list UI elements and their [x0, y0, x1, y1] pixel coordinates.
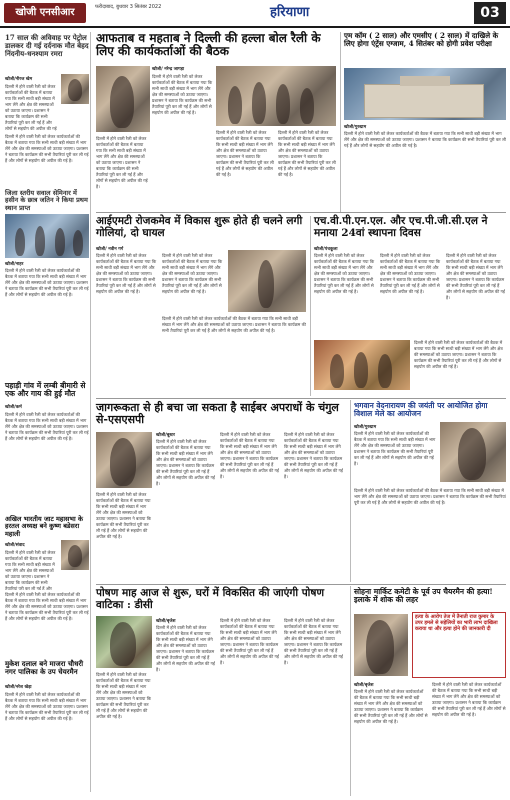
victim-photo: [354, 614, 408, 676]
story-body: दिल्ली में होने वाली रैली को लेकर कार्यकर्ताओं की बैठक में बताया गया कि सभी साथी बड़ी संख्या में भाग लेंगे और क्षेत्र की समस्याओं को उठाया जाएगा। प्रशासन ने बताया कि कार्यक्रम की सभी तैयारियां पूरी कर ली गई हैं और लोगों से सहयोग की अपील की गई है।: [414, 340, 503, 369]
foundation-day-photo: [314, 340, 410, 390]
story-byline: खोजी/कर्म: [5, 405, 22, 410]
story-body: दिल्ली में होने वाली रैली को लेकर कार्यकर्ताओं की बैठक में बताया गया कि सभी साथी बड़ी संख्या में भाग लेंगे और क्षेत्र की समस्याओं को उठाया जाएगा। प्रशासन ने बताया कि कार्यक्रम की सभी तैयारियां पूरी कर ली गई हैं और लोगों से सहयोग की अपील की गई है।: [162, 316, 306, 333]
story-byline: खोजी/नरेश खेड़ा: [5, 685, 32, 690]
story-headline: भगवान वेदनारायण की जयंती पर आयोजित होगा विशाल मेले का आयोजन: [354, 401, 488, 419]
story-body: दिल्ली में होने वाली रैली को लेकर कार्यकर्ताओं की बैठक में बताया गया कि सभी साथी बड़ी संख्या में भाग लेंगे और क्षेत्र की समस्याओं को उठाया जाएगा। प्रशासन ने बताया कि कार्यक्रम की सभी तैयारियां पूरी कर ली गई हैं और लोगों से सहयोग की अपील की गई है।: [314, 253, 375, 294]
story-body: दिल्ली में होने वाली रैली को लेकर कार्यकर्ताओं की बैठक में बताया गया कि सभी साथी बड़ी संख्या में भाग लेंगे और क्षेत्र की समस्याओं को उठाया जाएगा। प्रशासन ने बताया कि कार्यक्रम की सभी तैयारियां पूरी कर ली गई हैं और लोगों से सहयोग की अपील की गई है।: [5, 692, 89, 721]
students-photo: [5, 214, 89, 258]
story-body: दिल्ली में होने वाली रैली को लेकर कार्यकर्ताओं की बैठक में बताया गया कि सभी साथी बड़ी संख्या में भाग लेंगे और क्षेत्र की समस्याओं को उठाया जाएगा। प्रशासन ने बताया कि कार्यक्रम की सभी तैयारियां पूरी कर ली गई हैं और लोगों से सहयोग की अपील की गई है।: [96, 136, 148, 189]
story-body: दिल्ली में होने वाली रैली को लेकर कार्यकर्ताओं की बैठक में बताया गया कि सभी साथी बड़ी संख्या में भाग लेंगे और क्षेत्र की समस्याओं को उठाया जाएगा। प्रशासन ने बताया कि कार्यक्रम की सभी तैयारियां पूरी कर ली गई हैं और लोगों से सहयोग की अपील की गई है।: [284, 618, 343, 665]
story-byline: खोजी/ नवीन गर्ग: [96, 247, 124, 252]
campus-photo: [344, 68, 506, 120]
story-headline: आईएमटी रोजकमेव में विकास शुरू होते ही चलने लगी गोलियां, दो घायल: [96, 215, 303, 239]
story-headline: जिला स्तरीय सवाल सेमिनार में हसीन के छात्र जतिन ने किया प्रथम स्थान प्राप्त: [5, 189, 88, 212]
quote-text: हत्या के आरोप तेज में तैनाती राज कुमार के उपर हमले से सहेलियों का भारी लाभ दाखिला कराया था और हत्या होने की जानकारी दी: [415, 614, 498, 632]
story-body: दिल्ली में होने वाली रैली को लेकर कार्यकर्ताओं की बैठक में बताया गया कि सभी साथी बड़ी संख्या में भाग लेंगे और क्षेत्र की समस्याओं को उठाया जाएगा। प्रशासन ने बताया कि कार्यक्रम की सभी तैयारियां पूरी कर ली गई हैं और लोगों से सहयोग की अपील की गई है।: [220, 618, 279, 665]
story-byline: खोजी/बृजेश: [354, 683, 374, 688]
story-headline: जागरूकता से ही बचा जा सकता है साईबर अपराधों के चंगुल से-एसएसपी: [96, 401, 339, 427]
story-body: दिल्ली में होने वाली रैली को लेकर कार्यकर्ताओं की बैठक में बताया गया कि सभी साथी बड़ी संख्या में भाग लेंगे और क्षेत्र की समस्याओं को उठाया जाएगा। प्रशासन ने बताया कि कार्यक्रम की सभी तैयारियां पूरी कर ली गई हैं और लोगों से सहयोग की अपील की गई है।: [96, 253, 157, 294]
column-rule: [350, 400, 351, 582]
story-byline: खोजी/बृजेश: [156, 619, 176, 624]
meeting-photo-portrait: [96, 66, 150, 132]
story-headline: सोहना मार्किट कमेटी के पूर्व उप चैयरमैन की हत्या! इलाके में शोक की लहर: [354, 587, 493, 605]
page-number: 03: [474, 2, 506, 24]
story-byline: खोजी/ नरेन्द्र जागड़ा: [152, 67, 185, 72]
section-rule: [96, 398, 506, 399]
column-rule: [350, 586, 351, 796]
column-rule: [310, 216, 311, 396]
story-byline: खोजी/बूस्टर: [156, 433, 175, 438]
story-byline: खोजी/गुरुग्राम: [354, 425, 377, 430]
story-body: दिल्ली में होने वाली रैली को लेकर कार्यकर्ताओं की बैठक में बताया गया कि सभी साथी बड़ी संख्या में भाग लेंगे और क्षेत्र की समस्याओं को उठाया जाएगा। प्रशासन ने बताया कि कार्यक्रम की सभी तैयारियां पूरी कर ली गई हैं और लोगों से सहयोग की अपील की गई है।: [96, 672, 151, 719]
story-byline: खोजी/नीरज खेम: [5, 77, 33, 82]
story-body: दिल्ली में होने वाली रैली को लेकर कार्यकर्ताओं की बैठक में बताया गया कि सभी साथी बड़ी संख्या में भाग लेंगे और क्षेत्र की समस्याओं को उठाया जाएगा। प्रशासन ने बताया कि कार्यक्रम की सभी तैयारियां पूरी कर ली गई हैं और लोगों से सहयोग की अपील की गई है।: [284, 432, 343, 479]
story-body: दिल्ली में होने वाली रैली को लेकर कार्यकर्ताओं की बैठक में बताया गया कि सभी साथी बड़ी संख्या में भाग लेंगे और क्षेत्र की समस्याओं को उठाया जाएगा। प्रशासन ने बताया कि कार्यक्रम की सभी तैयारियां पूरी कर ली गई हैं और लोगों से सहयोग की अपील की गई है।: [354, 431, 436, 466]
story-body: दिल्ली में होने वाली रैली को लेकर कार्यकर्ताओं की बैठक में बताया गया कि सभी साथी बड़ी संख्या में भाग लेंगे और क्षेत्र की समस्याओं को उठाया जाएगा। प्रशासन ने बताया कि कार्यक्रम की सभी तैयारियां पूरी कर ली गई हैं और लोगों से सहयोग की अपील की गई है।: [96, 492, 151, 539]
story-body: दिल्ली में होने वाली रैली को लेकर कार्यकर्ताओं की बैठक में बताया गया कि सभी साथी बड़ी संख्या में भाग लेंगे और क्षेत्र की समस्याओं को उठाया जाएगा। प्रशासन ने बताया कि कार्यक्रम की सभी तैयारियां पूरी कर ली गई हैं और लोगों से सहयोग की अपील की गई है।: [380, 253, 441, 294]
dc-photo: [96, 616, 152, 668]
story-body: दिल्ली में होने वाली रैली को लेकर कार्यकर्ताओं की बैठक में बताया गया कि सभी साथी बड़ी संख्या में भाग लेंगे और क्षेत्र की समस्याओं को उठाया जाएगा। प्रशासन ने बताया कि कार्यक्रम की सभी तैयारियां पूरी कर ली गई हैं और लोगों से सहयोग की अपील की गई: [5, 84, 57, 131]
dateline: फरीदाबाद, बुधवार 3 सितंबर 2022: [95, 4, 162, 10]
left-column: [3, 32, 91, 792]
story-headline: अखिल भारतीय जाट महासभा के हरतल अध्यक्ष बने कुष्ण बडेसरा महाली: [5, 515, 83, 538]
column-rule: [340, 32, 341, 212]
section-rule: [96, 212, 506, 213]
story-body: दिल्ली में होने वाली रैली को लेकर कार्यकर्ताओं की बैठक में बताया गया कि सभी साथी बड़ी संख्या में भाग लेंगे और क्षेत्र की समस्याओं को उठाया जाएगा। प्रशासन ने बताया कि कार्यक्रम की सभी तैयारियां पूरी कर ली गई हैं और लोगों से सहयोग की अपील की गई है।: [432, 682, 506, 717]
story-headline: मुकेश दलाल बने माजरा चौधरी नगर पालिका के उप चेयरमैन: [5, 659, 84, 676]
section-title: हरियाणा: [270, 5, 310, 20]
story-headline: पोषण माह आज से शुरू, घरों में विकसित की जाएंगी पोषण वाटिका : डीसी: [96, 587, 325, 611]
story-body: दिल्ली में होने वाली रैली को लेकर कार्यकर्ताओं की बैठक में बताया गया कि सभी साथी बड़ी संख्या में भाग लेंगे और क्षेत्र की समस्याओं को उठाया जाएगा। प्रशासन ने बताया कि कार्यक्रम की सभी तैयारियां पूरी कर ली गई हैं और: [5, 550, 56, 590]
story-body: दिल्ली में होने वाली रैली को लेकर कार्यकर्ताओं की बैठक में बताया गया कि सभी साथी बड़ी संख्या में भाग लेंगे और क्षेत्र की समस्याओं को उठाया जाएगा। प्रशासन ने बताया कि कार्यक्रम की सभी तैयारियां पूरी कर ली गई हैं और लोगों से सहयोग की अपील की गई है।: [156, 625, 215, 672]
story-body: दिल्ली में होने वाली रैली को लेकर कार्यकर्ताओं की बैठक में बताया गया कि सभी साथी बड़ी संख्या में भाग लेंगे और क्षेत्र की समस्याओं को उठाया जाएगा। प्रशासन ने बताया कि कार्यक्रम की सभी तैयारियां पूरी कर ली गई हैं और लोगों से सहयोग की अपील की गई है।: [156, 439, 215, 486]
story-body: दिल्ली में होने वाली रैली को लेकर कार्यकर्ताओं की बैठक में बताया गया कि सभी साथी बड़ी संख्या में भाग लेंगे और क्षेत्र की समस्याओं को उठाया जाएगा। प्रशासन ने बताया कि कार्यक्रम की सभी तैयारियां पूरी कर ली गई हैं और लोगों से सहयोग की अपील की गई है।: [354, 689, 428, 724]
story-byline: खोजी/पंचकूला: [314, 247, 338, 252]
story-byline: खोजी/नाहर: [5, 262, 24, 267]
story-headline: 17 साल की अविवाह पर पेट्रोल डालकर दी गई दर्दनाक मौत बेहद निंदनीय-धनश्याम रमरा: [5, 33, 89, 58]
story-byline: खोजी/गुरुग्राम: [344, 125, 367, 130]
section-rule: [96, 584, 506, 585]
story-body: दिल्ली में होने वाली रैली को लेकर कार्यकर्ताओं की बैठक में बताया गया कि सभी साथी बड़ी संख्या में भाग लेंगे और क्षेत्र की समस्याओं को उठाया जाएगा। प्रशासन ने बताया कि कार्यक्रम की सभी तैयारियां पूरी कर ली गई हैं और लोगों से सहयोग की अपील की गई है।: [344, 131, 506, 148]
story-body: दिल्ली में होने वाली रैली को लेकर कार्यकर्ताओं की बैठक में बताया गया कि सभी साथी बड़ी संख्या में भाग लेंगे और क्षेत्र की समस्याओं को उठाया जाएगा। प्रशासन ने बताया कि कार्यक्रम की सभी तैयारियां पूरी कर ली गई हैं और लोगों से सहयोग की अपील की गई है।: [278, 130, 336, 177]
newspaper-brand: खोजी एनसीआर: [4, 3, 86, 23]
ssp-photo: [96, 432, 152, 488]
top-story-headline: आफताब व महताब ने दिल्ली की हल्ला बोल रैली के लिए की कार्यकर्ताओं की बैठक: [96, 31, 321, 59]
portrait-photo: [61, 540, 89, 570]
story-body: दिल्ली में होने वाली रैली को लेकर कार्यकर्ताओं की बैठक में बताया गया कि सभी साथी बड़ी संख्या में भाग लेंगे और क्षेत्र की समस्याओं को उठाया जाएगा। प्रशासन ने बताया कि कार्यक्रम की सभी तैयारियां पूरी कर ली गई हैं और लोगों से सहयोग की अपील की गई है।: [446, 253, 505, 300]
story-body: दिल्ली में होने वाली रैली को लेकर कार्यकर्ताओं की बैठक में बताया गया कि सभी साथी बड़ी संख्या में भाग लेंगे और क्षेत्र की समस्याओं को उठाया जाएगा। प्रशासन ने बताया कि कार्यक्रम की सभी तैयारियां पूरी कर ली गई हैं और लोगों से सहयोग की अपील की गई है।: [216, 130, 274, 177]
portrait-photo: [61, 74, 89, 104]
story-body: दिल्ली में होने वाली रैली को लेकर कार्यकर्ताओं की बैठक में बताया गया कि सभी साथी बड़ी संख्या में भाग लेंगे और क्षेत्र की समस्याओं को उठाया जाएगा। प्रशासन ने बताया कि कार्यक्रम की सभी तैयारियां पूरी कर ली गई हैं और लोगों से सहयोग की अपील की गई है।: [5, 592, 89, 621]
story-byline: खोजी/संवाद: [5, 543, 25, 548]
story-headline: एम कॉम ( 2 साल) और एमसीए ( 2 साल) में दाखिले के लिए होगा एंट्रेंस एग्जाम, 4 सितंबर को होगी प्रवेश परीक्षा: [344, 31, 499, 49]
story-body: दिल्ली में होने वाली रैली को लेकर कार्यकर्ताओं की बैठक में बताया गया कि सभी साथी बड़ी संख्या में भाग लेंगे और क्षेत्र की समस्याओं को उठाया जाएगा। प्रशासन ने बताया कि कार्यक्रम की सभी तैयारियां पूरी कर ली गई हैं और लोगों से सहयोग की अपील की गई है।: [152, 74, 213, 115]
shooting-spot-photo: [228, 250, 306, 312]
quote-box: [412, 612, 506, 678]
meeting-photo-group: [216, 66, 336, 126]
story-body: दिल्ली में होने वाली रैली को लेकर कार्यकर्ताओं की बैठक में बताया गया कि सभी साथी बड़ी संख्या में भाग लेंगे और क्षेत्र की समस्याओं को उठाया जाएगा। प्रशासन ने बताया कि कार्यक्रम की सभी तैयारियां पूरी कर ली गई हैं और लोगों से सहयोग की अपील की गई है।: [220, 432, 279, 479]
saint-photo: [440, 422, 506, 482]
story-body: दिल्ली में होने वाली रैली को लेकर कार्यकर्ताओं की बैठक में बताया गया कि सभी साथी बड़ी संख्या में भाग लेंगे और क्षेत्र की समस्याओं को उठाया जाएगा। प्रशासन ने बताया कि कार्यक्रम की सभी तैयारियां पूरी कर ली गई हैं और लोगों से सहयोग की अपील की गई है।: [354, 488, 506, 505]
story-headline: एच.वी.पी.एन.एल. और एच.पी.जी.सी.एल ने मनाया 24वां स्थापना दिवस: [314, 215, 488, 239]
story-body: दिल्ली में होने वाली रैली को लेकर कार्यकर्ताओं की बैठक में बताया गया कि सभी साथी बड़ी संख्या में भाग लेंगे और क्षेत्र की समस्याओं को उठाया जाएगा। प्रशासन ने बताया कि कार्यक्रम की सभी तैयारियां पूरी कर ली गई हैं और लोगों से सहयोग की अपील की गई है।: [5, 412, 89, 441]
story-body: दिल्ली में होने वाली रैली को लेकर कार्यकर्ताओं की बैठक में बताया गया कि सभी साथी बड़ी संख्या में भाग लेंगे और क्षेत्र की समस्याओं को उठाया जाएगा। प्रशासन ने बताया कि कार्यक्रम की सभी तैयारियां पूरी कर ली गई हैं और लोगों से सहयोग की अपील की गई है।: [5, 134, 89, 163]
story-body: दिल्ली में होने वाली रैली को लेकर कार्यकर्ताओं की बैठक में बताया गया कि सभी साथी बड़ी संख्या में भाग लेंगे और क्षेत्र की समस्याओं को उठाया जाएगा। प्रशासन ने बताया कि कार्यक्रम की सभी तैयारियां पूरी कर ली गई हैं और लोगों से सहयोग की अपील की गई है।: [162, 253, 223, 294]
story-body: दिल्ली में होने वाली रैली को लेकर कार्यकर्ताओं की बैठक में बताया गया कि सभी साथी बड़ी संख्या में भाग लेंगे और क्षेत्र की समस्याओं को उठाया जाएगा। प्रशासन ने बताया कि कार्यक्रम की सभी तैयारियां पूरी कर ली गई हैं और लोगों से सहयोग की अपील की गई है।: [5, 268, 89, 297]
story-headline: पहाड़ी गांव में लम्बी बीमारी से एक और गाय की हुई मौत: [5, 381, 86, 399]
